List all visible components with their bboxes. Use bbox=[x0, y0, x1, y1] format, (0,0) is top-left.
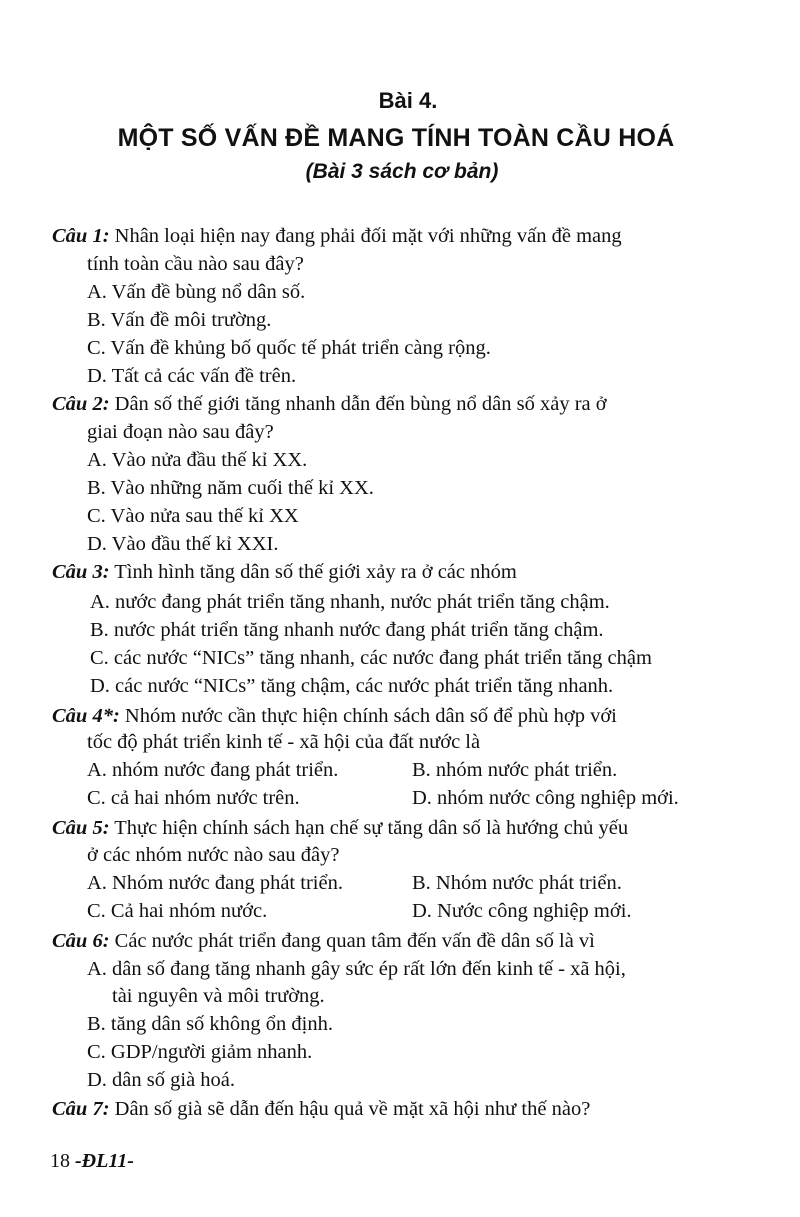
question-label: Câu 3: bbox=[52, 561, 110, 583]
page-subtitle: (Bài 3 sách cơ bản) bbox=[305, 160, 499, 183]
question-label: Câu 7: bbox=[52, 1098, 110, 1120]
answer-option-continued: tài nguyên và môi trường. bbox=[112, 985, 325, 1007]
answer-option: C. các nước “NICs” tăng nhanh, các nước đang phát triển tăng chậm bbox=[90, 647, 652, 669]
answer-option: C. Vấn đề khủng bố quốc tế phát triển càng rộng. bbox=[87, 337, 491, 359]
question-label: Câu 2: bbox=[52, 393, 110, 415]
page-footer bbox=[50, 1150, 134, 1173]
question-3 bbox=[52, 558, 517, 586]
question-text: Nhân loại hiện nay đang phải đối mặt với những vấn đề mang bbox=[109, 225, 622, 247]
answer-option: B. Nhóm nước phát triển. bbox=[412, 872, 622, 894]
question-text-continued: ở các nhóm nước nào sau đây? bbox=[87, 844, 340, 866]
answer-option: C. cả hai nhóm nước trên. bbox=[87, 787, 300, 809]
answer-option: B. Vấn đề môi trường. bbox=[87, 309, 272, 331]
question-text: Thực hiện chính sách hạn chế sự tăng dân số là hướng chủ yếu bbox=[109, 817, 629, 839]
answer-option: A. dân số đang tăng nhanh gây sức ép rất lớn đến kinh tế - xã hội, bbox=[87, 958, 626, 980]
answer-option: C. Cả hai nhóm nước. bbox=[87, 900, 268, 922]
question-label: Câu 1: bbox=[52, 225, 110, 247]
question-2 bbox=[52, 390, 607, 418]
answer-option: D. Nước công nghiệp mới. bbox=[412, 900, 632, 922]
question-text-continued: giai đoạn nào sau đây? bbox=[87, 421, 274, 443]
answer-option: A. Vấn đề bùng nổ dân số. bbox=[87, 281, 306, 303]
question-text-continued: tốc độ phát triển kinh tế - xã hội của đất nước là bbox=[87, 731, 481, 753]
question-text: Các nước phát triển đang quan tâm đến vấn đề dân số là vì bbox=[109, 930, 595, 952]
answer-option: C. Vào nửa sau thế kỉ XX bbox=[87, 505, 299, 527]
book-code: -ĐL11- bbox=[75, 1150, 134, 1172]
answer-option: C. GDP/người giảm nhanh. bbox=[87, 1041, 313, 1063]
answer-option: D. Tất cả các vấn đề trên. bbox=[87, 365, 297, 387]
question-4 bbox=[52, 702, 617, 730]
answer-option: A. Vào nửa đầu thế kỉ XX. bbox=[87, 449, 308, 471]
lesson-number: Bài 4. bbox=[378, 88, 438, 113]
question-label: Câu 6: bbox=[52, 930, 110, 952]
answer-option: B. nước phát triển tăng nhanh nước đang phát triển tăng chậm. bbox=[90, 619, 604, 641]
question-label: Câu 5: bbox=[52, 817, 110, 839]
answer-option: D. nhóm nước công nghiệp mới. bbox=[412, 787, 679, 809]
answer-option: A. Nhóm nước đang phát triển. bbox=[87, 872, 343, 894]
page-number: 18 bbox=[50, 1150, 75, 1172]
question-text: Dân số già sẽ dẫn đến hậu quả về mặt xã hội như thế nào? bbox=[109, 1098, 591, 1120]
page-title: MỘT SỐ VẤN ĐỀ MANG TÍNH TOÀN CẦU HOÁ bbox=[117, 124, 675, 152]
answer-option: A. nhóm nước đang phát triển. bbox=[87, 759, 339, 781]
answer-option: B. Vào những năm cuối thế kỉ XX. bbox=[87, 477, 374, 499]
answer-option: D. Vào đầu thế kỉ XXI. bbox=[87, 533, 279, 555]
answer-option: A. nước đang phát triển tăng nhanh, nước phát triển tăng chậm. bbox=[90, 591, 610, 613]
question-1 bbox=[52, 222, 622, 250]
question-5 bbox=[52, 814, 628, 842]
question-text: Dân số thế giới tăng nhanh dẫn đến bùng nổ dân số xảy ra ở bbox=[109, 393, 607, 415]
question-label: Câu 4*: bbox=[52, 705, 120, 727]
answer-option: D. dân số già hoá. bbox=[87, 1069, 236, 1091]
answer-option: D. các nước “NICs” tăng chậm, các nước phát triển tăng nhanh. bbox=[90, 675, 614, 697]
question-text: Nhóm nước cần thực hiện chính sách dân số để phù hợp với bbox=[119, 705, 617, 727]
answer-option: B. tăng dân số không ổn định. bbox=[87, 1013, 333, 1035]
question-7 bbox=[52, 1095, 590, 1123]
question-6 bbox=[52, 927, 595, 955]
question-text-continued: tính toàn cầu nào sau đây? bbox=[87, 253, 304, 275]
answer-option: B. nhóm nước phát triển. bbox=[412, 759, 618, 781]
question-text: Tình hình tăng dân số thế giới xảy ra ở các nhóm bbox=[109, 561, 517, 583]
